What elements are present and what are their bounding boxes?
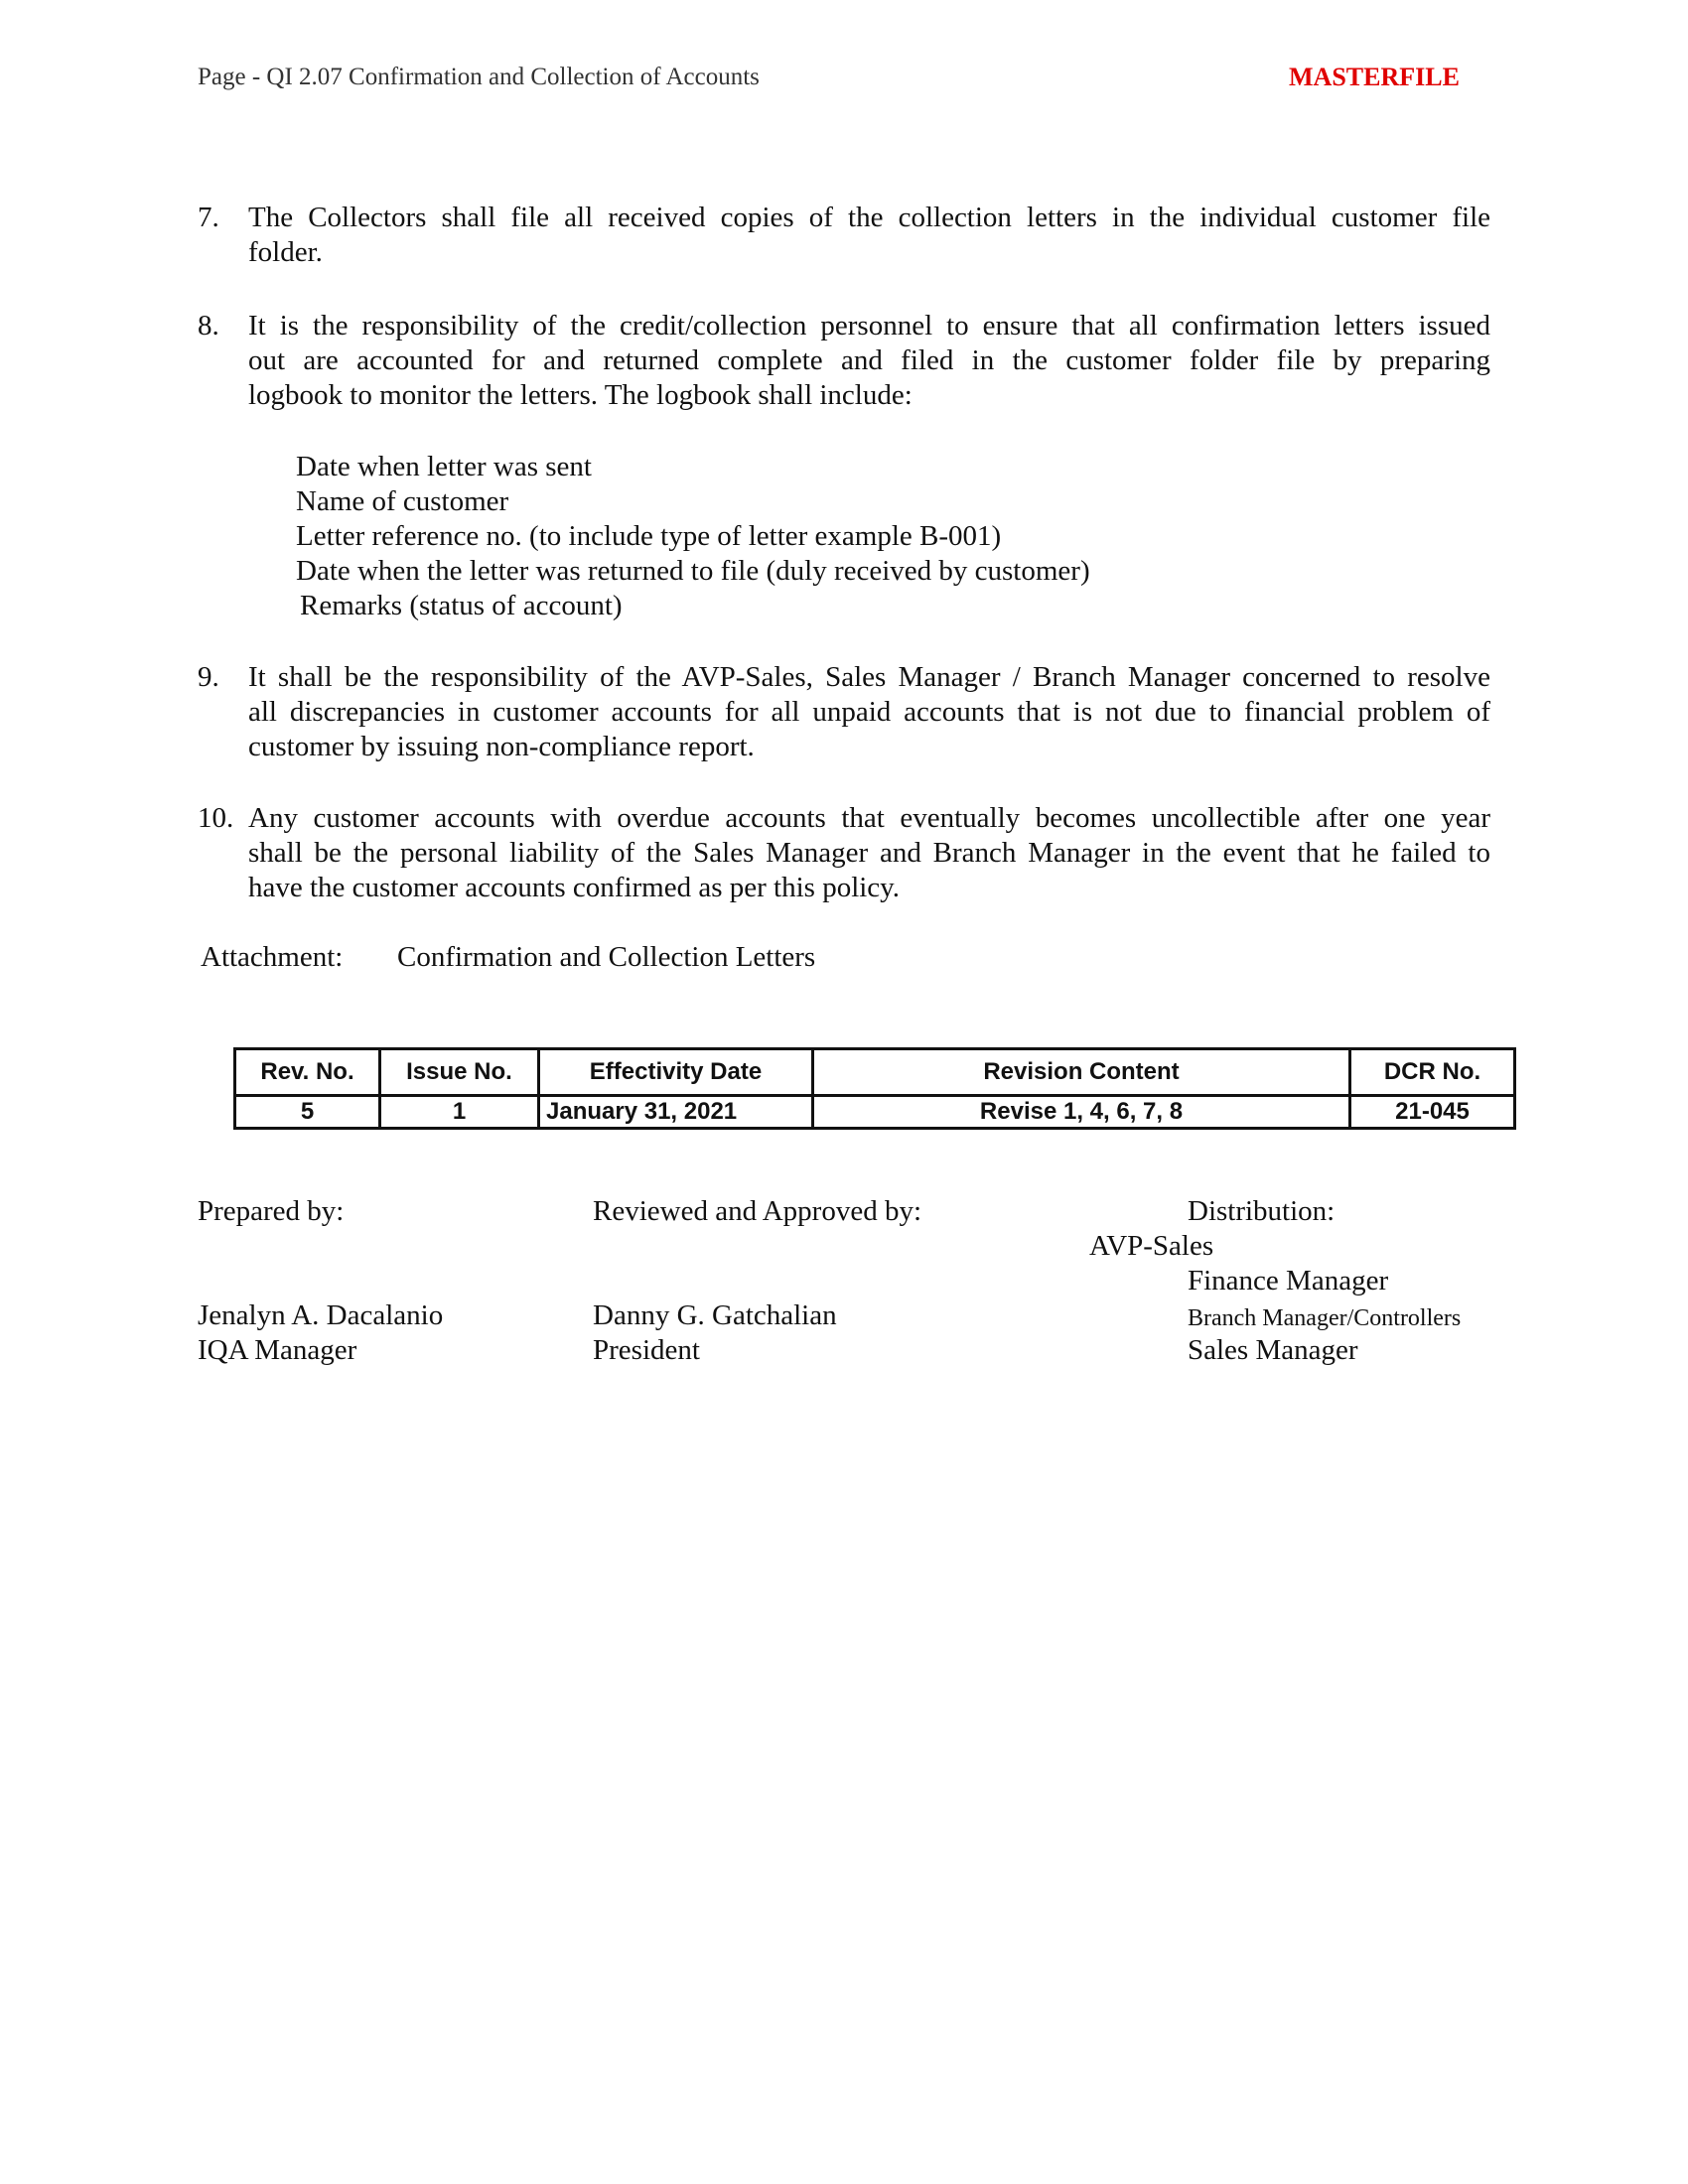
distribution-item: Finance Manager xyxy=(1188,1265,1389,1297)
prepared-by-label: Prepared by: xyxy=(198,1195,345,1227)
table-header-cell: Rev. No. xyxy=(235,1049,380,1096)
logbook-field: Remarks (status of account) xyxy=(300,590,623,621)
item-line: out are accounted for and returned complete and filed in the customer folder file by preparing xyxy=(248,344,1490,376)
attachment-value: Confirmation and Collection Letters xyxy=(397,941,816,973)
table-cell: 5 xyxy=(235,1096,380,1129)
table-row xyxy=(235,1096,1515,1129)
item-line: shall be the personal liability of the Sales Manager and Branch Manager in the event that he failed to xyxy=(248,837,1490,869)
distribution-item: Sales Manager xyxy=(1188,1334,1358,1366)
item-line: have the customer accounts confirmed as per this policy. xyxy=(248,872,901,903)
item-number: 8. xyxy=(198,310,219,341)
reviewed-by-title: President xyxy=(593,1334,700,1366)
item-line: folder. xyxy=(248,236,323,268)
item-number: 10. xyxy=(198,802,234,834)
item-line: Any customer accounts with overdue accounts that eventually becomes uncollectible after one year xyxy=(248,802,1490,834)
distribution-label: Distribution: xyxy=(1188,1195,1336,1227)
distribution-item: AVP-Sales xyxy=(1089,1230,1214,1262)
table-cell: January 31, 2021 xyxy=(539,1096,813,1129)
logbook-field: Letter reference no. (to include type of letter example B-001) xyxy=(296,520,1002,552)
distribution-item: Branch Manager/Controllers xyxy=(1188,1305,1462,1331)
table-header-cell: Effectivity Date xyxy=(539,1049,813,1096)
item-line: customer by issuing non-compliance report. xyxy=(248,731,755,762)
prepared-by-name: Jenalyn A. Dacalanio xyxy=(198,1299,444,1331)
item-number: 7. xyxy=(198,202,219,233)
table-header-cell: Revision Content xyxy=(813,1049,1350,1096)
item-line: logbook to monitor the letters. The logbook shall include: xyxy=(248,379,913,411)
reviewed-by-label: Reviewed and Approved by: xyxy=(593,1195,922,1227)
item-line: all discrepancies in customer accounts for all unpaid accounts that is not due to financial problem of xyxy=(248,696,1490,728)
item-line: It is the responsibility of the credit/collection personnel to ensure that all confirmation letters issued xyxy=(248,310,1490,341)
item-line: The Collectors shall file all received copies of the collection letters in the individual customer file xyxy=(248,202,1490,233)
item-line: It shall be the responsibility of the AVP-Sales, Sales Manager / Branch Manager concerned to resolve xyxy=(248,661,1490,693)
page-header-title: Page - QI 2.07 Confirmation and Collection of Accounts xyxy=(198,64,760,90)
attachment-label: Attachment: xyxy=(201,941,344,973)
logbook-field: Date when the letter was returned to file (duly received by customer) xyxy=(296,555,1090,587)
revision-table xyxy=(233,1047,1516,1130)
list-item-7 xyxy=(198,201,1490,270)
list-item-8 xyxy=(198,309,1490,413)
list-item-10 xyxy=(198,801,1490,905)
reviewed-by-name: Danny G. Gatchalian xyxy=(593,1299,837,1331)
logbook-fields xyxy=(296,450,1090,623)
table-cell: 21-045 xyxy=(1350,1096,1515,1129)
table-header-row xyxy=(235,1049,1515,1096)
masterfile-stamp: MASTERFILE xyxy=(1289,63,1460,91)
item-number: 9. xyxy=(198,661,219,693)
prepared-by-title: IQA Manager xyxy=(198,1334,357,1366)
logbook-field: Date when letter was sent xyxy=(296,451,592,482)
table-cell: 1 xyxy=(380,1096,539,1129)
table-header-cell: DCR No. xyxy=(1350,1049,1515,1096)
table-header-cell: Issue No. xyxy=(380,1049,539,1096)
table-cell: Revise 1, 4, 6, 7, 8 xyxy=(813,1096,1350,1129)
list-item-9 xyxy=(198,660,1490,764)
logbook-field: Name of customer xyxy=(296,485,509,517)
